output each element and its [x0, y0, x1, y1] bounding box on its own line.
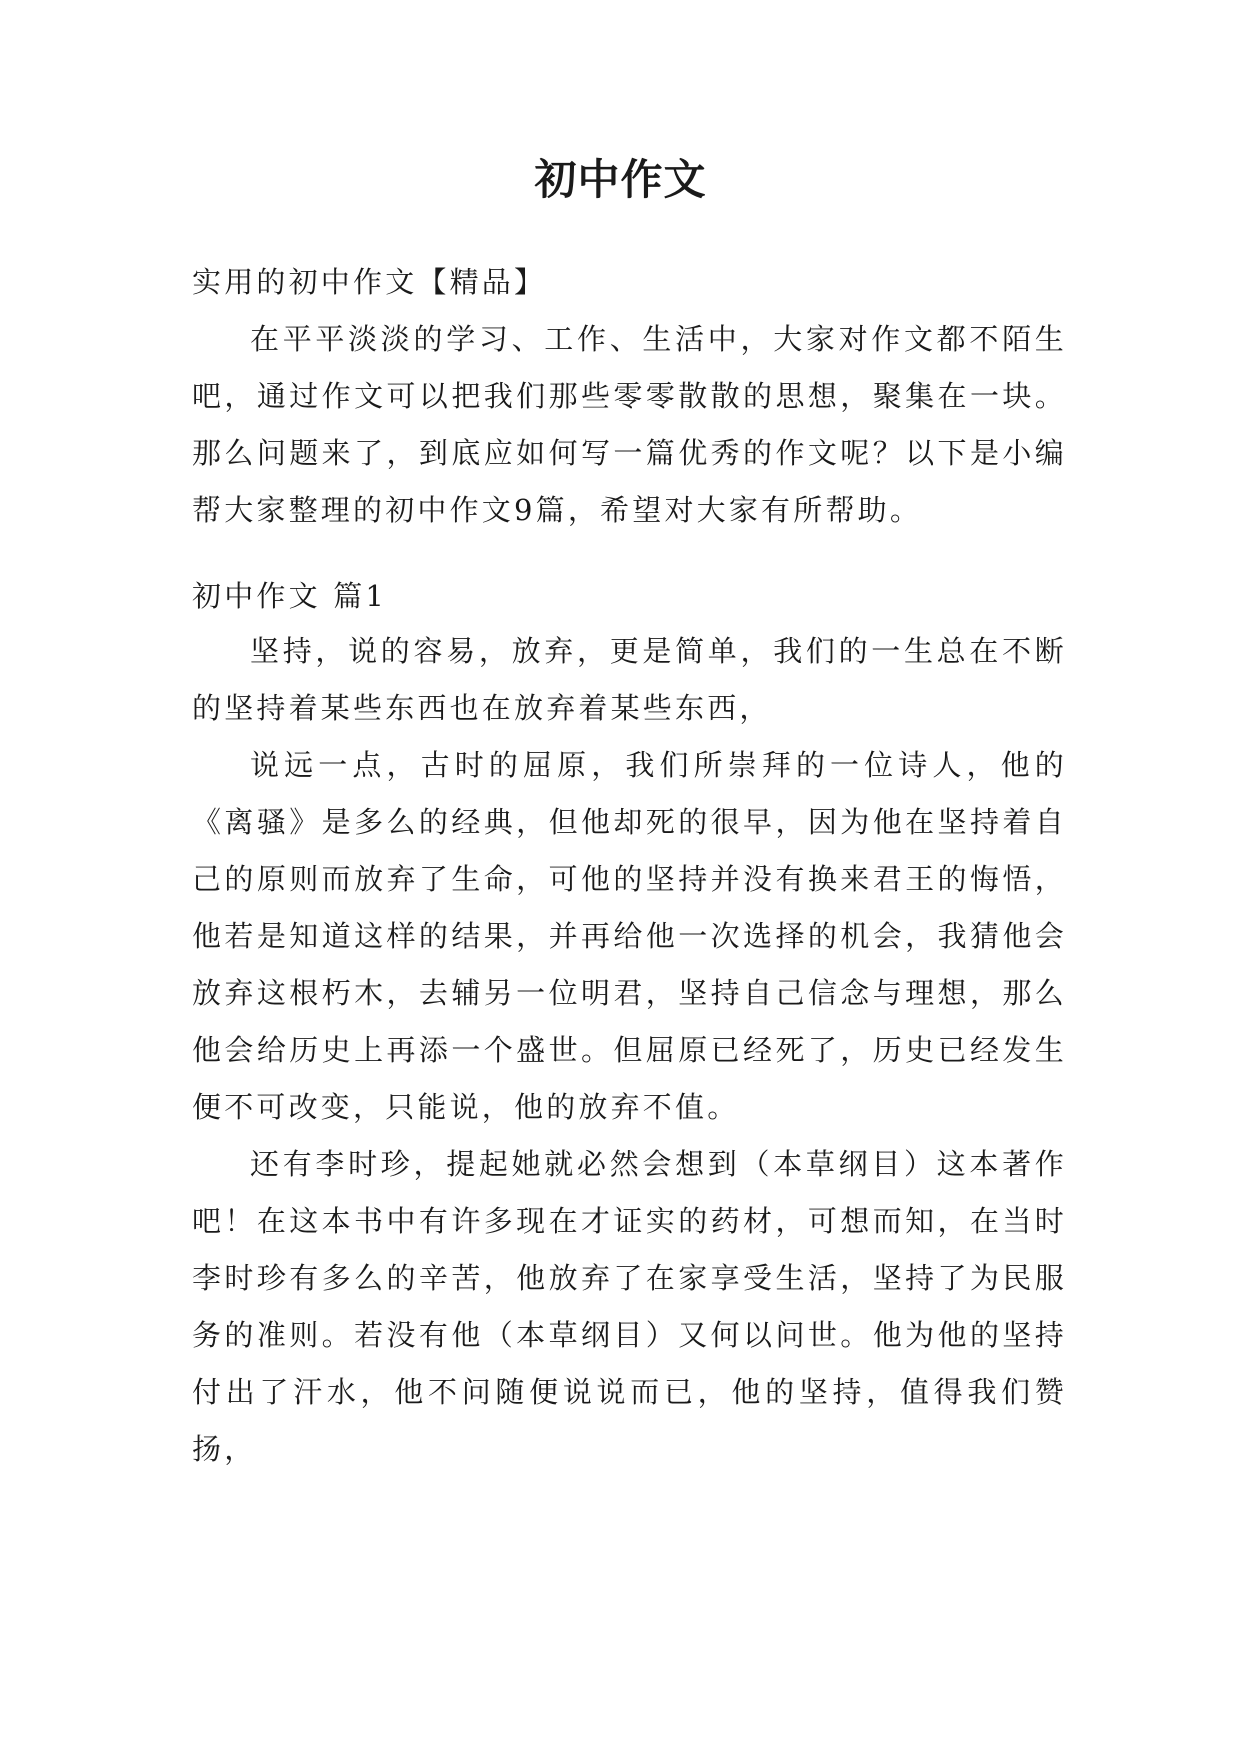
intro-heading: 实用的初中作文【精品】	[192, 265, 547, 299]
section-body	[192, 623, 1067, 1478]
section-paragraph-3: 还有李时珍，提起她就必然会想到（本草纲目）这本著作吧！在这本书中有许多现在才证实的药材，可想而知，在当时李时珍有多么的辛苦，他放弃了在家享受生活，坚持了为民服务的准则。若没有他（本草纲目）又何以问世。他为他的坚持付出了汗水，他不问随便说说而已，他的坚持，值得我们赞扬，	[192, 1147, 1067, 1466]
document-title: 初中作文	[534, 155, 707, 204]
intro-block	[192, 311, 1067, 539]
section-paragraph-1: 坚持，说的容易，放弃，更是简单，我们的一生总在不断的坚持着某些东西也在放弃着某些东西，	[192, 634, 1067, 725]
section-paragraph-2: 说远一点，古时的屈原，我们所崇拜的一位诗人，他的《离骚》是多么的经典，但他却死的很早，因为他在坚持着自己的原则而放弃了生命，可他的坚持并没有换来君王的悔悟，他若是知道这样的结果，并再给他一次选择的机会，我猜他会放弃这根朽木，去辅另一位明君，坚持自己信念与理想，那么他会给历史上再添一个盛世。但屈原已经死了，历史已经发生便不可改变，只能说，他的放弃不值。	[192, 748, 1067, 1124]
intro-paragraph: 在平平淡淡的学习、工作、生活中，大家对作文都不陌生吧，通过作文可以把我们那些零零散散的思想，聚集在一块。那么问题来了，到底应如何写一篇优秀的作文呢？以下是小编帮大家整理的初中作文9篇，希望对大家有所帮助。	[192, 322, 1067, 527]
section-heading: 初中作文 篇1	[192, 579, 388, 613]
